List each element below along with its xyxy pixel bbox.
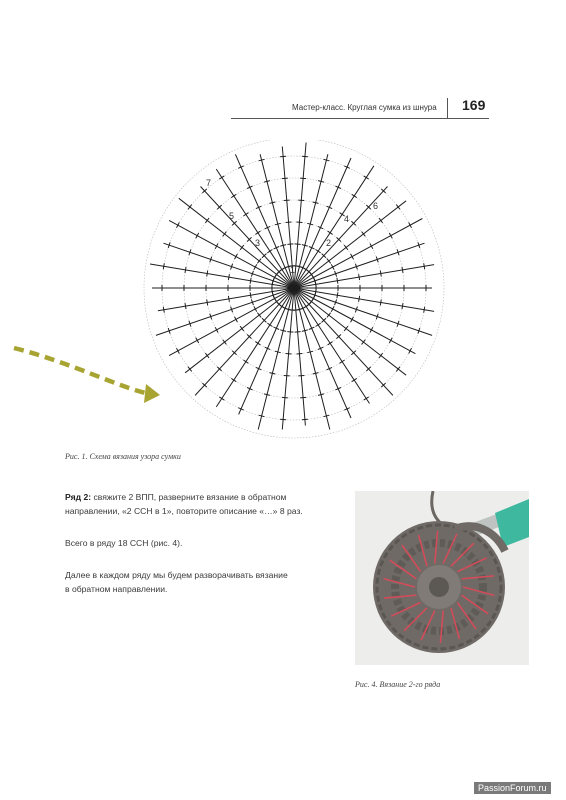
direction-arrow [14, 348, 160, 403]
total-stitches-paragraph: Всего в ряду 18 ССН (рис. 4). [65, 538, 183, 548]
row-label-2: 2 [326, 238, 332, 248]
row-2-text-line-2: направлении, «2 ССН в 1», повторите описание «…» 8 раз. [65, 506, 303, 516]
figure-4-caption: Рис. 4. Вязание 2-го ряда [355, 680, 441, 689]
row-label-1: 1 [290, 265, 296, 275]
row-label-4: 4 [344, 214, 350, 224]
watermark: PassionForum.ru [474, 782, 551, 794]
page-number: 169 [462, 97, 486, 113]
row-2-label: Ряд 2: [65, 492, 92, 502]
row-2-text-line-1: свяжите 2 ВПП, разверните вязание в обратном [91, 492, 287, 502]
running-header-title: Мастер-класс. Круглая сумка из шнура [292, 103, 437, 112]
row-label-3: 3 [255, 238, 261, 248]
crochet-diagram [10, 140, 450, 440]
header-rule [231, 118, 489, 119]
header-divider [447, 98, 448, 119]
row-label-6: 6 [373, 201, 379, 211]
row-label-5: 5 [229, 211, 235, 221]
row-2-paragraph [65, 490, 345, 518]
knitting-photo [355, 491, 529, 665]
next-rows-paragraph [65, 568, 345, 596]
next-rows-line-1: Далее в каждом ряду мы будем разворачивать вязание [65, 570, 288, 580]
row-label-7: 7 [206, 178, 212, 188]
next-rows-line-2: в обратном направлении. [65, 584, 168, 594]
figure-1-caption: Рис. 1. Схема вязания узора сумки [65, 452, 181, 461]
diagram-stitches [150, 143, 434, 430]
